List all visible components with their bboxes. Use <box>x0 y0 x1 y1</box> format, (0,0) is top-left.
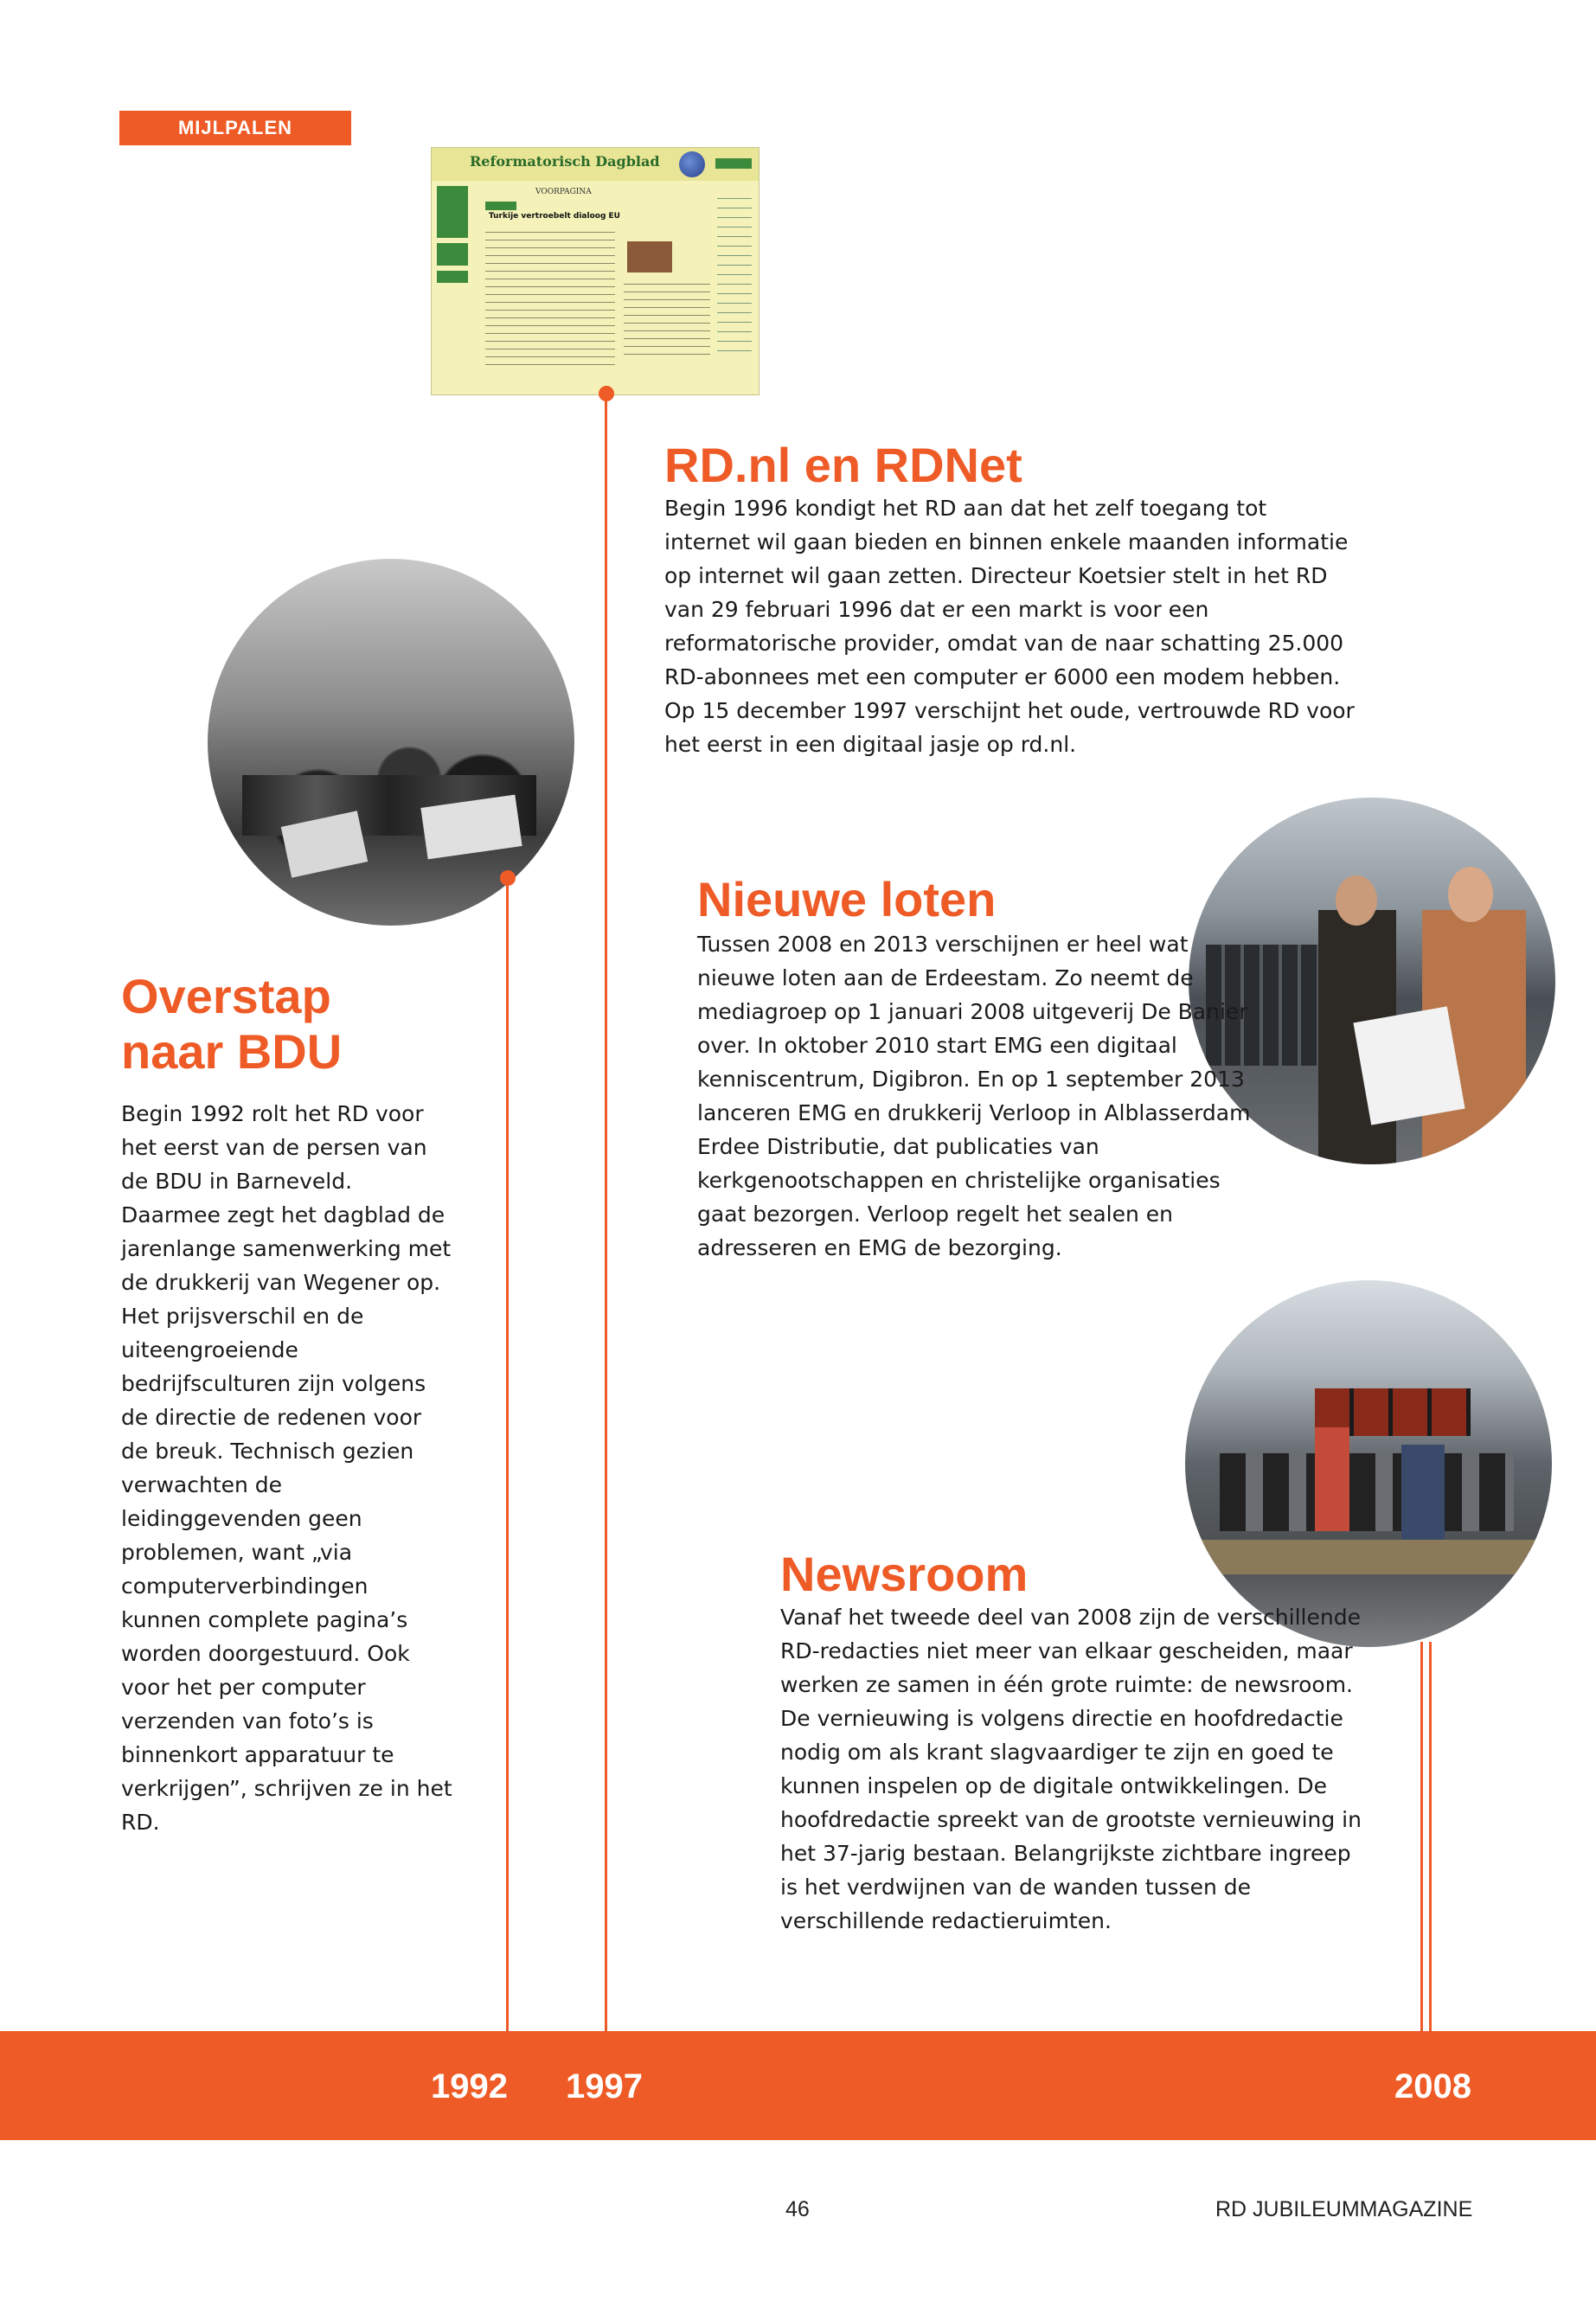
bdu-title-line2: naar BDU <box>121 1024 343 1079</box>
magazine-name: RD JUBILEUMMAGAZINE <box>1215 2197 1473 2221</box>
bdu-body: Begin 1992 rolt het RD voor het eerst van de persen van de BDU in Barneveld. Daarmee zegt het dagblad de jarenlange samenwerking met de drukkerij van Wegener op. Het prijsverschil en de uiteengroeiende bedrijfsculturen zijn volgens de directie de redenen voor de breuk. Technisch gezien verwachten de leidinggevenden geen problemen, want „via computerverbindingen kunnen complete pagina’s worden doorgestuurd. Ook voor het per computer verzenden van foto’s is binnenkort apparatuur te verkrijgen”, schrijven ze in het RD. <box>121 1101 452 1835</box>
timeline-line-1992 <box>506 878 509 2033</box>
year-1997: 1997 <box>566 2067 643 2106</box>
headline-badge <box>485 202 516 210</box>
loten-title: Nieuwe loten <box>697 872 997 926</box>
timeline-band <box>0 2031 1596 2140</box>
text-lines-right <box>624 279 710 357</box>
bdu-title-line1: Overstap <box>121 969 331 1023</box>
rdnet-body: Begin 1996 kondigt het RD aan dat het zelf toegang tot internet wil gaan bieden en binnen enkele maanden informatie op internet wil gaan zetten. Directeur Koetsier stelt in het RD van 29 februari 1996 dat er een markt is voor een reformatorische provider, omdat van de naar schatting 25.000 RD-abonnees met een computer er 6000 een modem hebben. Op 15 december 1997 verschijnt het oude, vertrouwde RD voor het eerst in een digitaal jasje op rd.nl. <box>664 496 1355 757</box>
bdu-photo <box>208 559 574 926</box>
header-button <box>715 158 752 169</box>
globe-icon <box>679 151 705 177</box>
page-number: 46 <box>785 2197 810 2221</box>
timeline-line-1997 <box>605 394 607 2033</box>
side-column <box>717 193 752 357</box>
newsroom-title: Newsroom <box>780 1547 1029 1601</box>
masthead-text: Reformatorisch Dagblad <box>470 153 660 170</box>
headline-text: Turkije vertroebelt dialoog EU <box>489 212 620 221</box>
section-label: VOORPAGINA <box>535 188 592 196</box>
timeline-line-2008-a <box>1420 1642 1423 2033</box>
timeline-line-2008-b <box>1429 1642 1432 2033</box>
rdnet-title: RD.nl en RDNet <box>664 438 1022 492</box>
website-screenshot <box>431 147 760 395</box>
bdu-title <box>121 969 484 1080</box>
masthead-bar <box>432 148 759 181</box>
loten-body: Tussen 2008 en 2013 verschijnen er heel wat nieuwe loten aan de Erdeestam. Zo neemt de mediagroep op 1 januari 2008 uitgeverij De Banier over. In oktober 2010 start EMG een digitaal kenniscentrum, Digibron. En op 1 september 2013 lanceren EMG en drukkerij Verloop in Alblasserdam Erdee Distributie, dat publicaties van kerkgenootschappen en christelijke organisaties gaat bezorgen. Verloop regelt het sealen en adresseren en EMG de bezorging. <box>697 932 1251 1260</box>
left-nav <box>437 186 471 385</box>
photo-thumb <box>627 241 672 272</box>
year-1992: 1992 <box>431 2067 508 2106</box>
year-2008: 2008 <box>1394 2067 1471 2106</box>
newsroom-body: Vanaf het tweede deel van 2008 zijn de verschillende RD-redacties niet meer van elkaar gescheiden, maar werken ze samen in één grote ruimte: de newsroom. De vernieuwing is volgens directie en hoofdredactie nodig om als krant slagvaardiger te zijn en goed te kunnen inspelen op de digitale ontwikkelingen. De hoofdredactie spreekt van de grootste vernieuwing in het 37-jarig bestaan. Belangrijkste zichtbare ingreep is het verdwijnen van de wanden tussen de verschillende redactieruimten. <box>780 1605 1362 1933</box>
section-tag: MIJLPALEN <box>119 111 351 145</box>
text-lines <box>485 228 615 366</box>
